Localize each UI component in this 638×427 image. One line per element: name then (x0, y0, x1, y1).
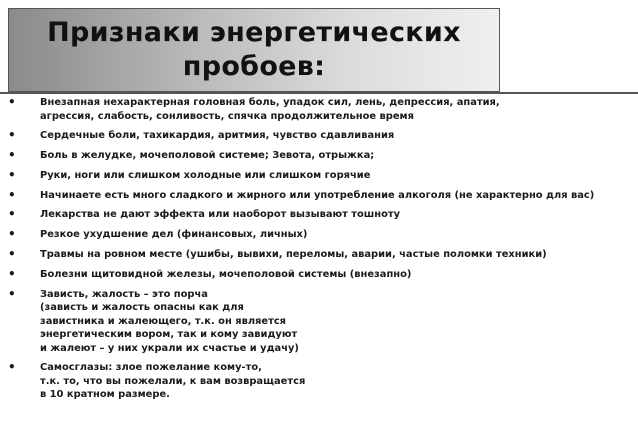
list-item (6, 208, 632, 222)
bullet-icon: • (8, 148, 16, 163)
list-item (6, 361, 632, 402)
list-item-line: Болезни щитовидной железы, мочеполовой системы (внезапно) (40, 268, 412, 280)
list-item-line: в 10 кратном размере. (40, 389, 170, 401)
list-item (6, 189, 632, 203)
list-item-line: Самосглазы: злое пожелание кому-то, (40, 362, 262, 374)
title-line-1: Признаки энергетических (47, 17, 461, 48)
bullet-icon: • (8, 286, 16, 301)
list-item (6, 169, 632, 183)
bullet-icon: • (8, 266, 16, 281)
slide-title (9, 16, 499, 84)
list-item (6, 149, 632, 163)
list-item-line: Зависть, жалость – это порча (40, 288, 208, 300)
bullet-icon: • (8, 227, 16, 242)
list-item (6, 228, 632, 242)
list-item-line: Резкое ухудшение дел (финансовых, личных) (40, 229, 308, 241)
list-item-line: завистника и жалеющего, т.к. он является (40, 315, 287, 327)
bullet-icon: • (8, 187, 16, 202)
list-item-line: Начинаете есть много сладкого и жирного или употребление алкоголя (не характерно для вас) (40, 189, 595, 201)
list-item-line: т.к. то, что вы пожелали, к вам возвращается (40, 375, 306, 387)
list-item (6, 129, 632, 143)
list-item-line: агрессия, слабость, сонливость, спячка продолжительное время (40, 110, 414, 122)
title-banner (8, 8, 500, 92)
bullet-icon: • (8, 207, 16, 222)
bullet-icon: • (8, 128, 16, 143)
list-item (6, 96, 632, 123)
list-item-line: (зависть и жалость опасны как для (40, 302, 244, 314)
symptom-list (6, 96, 632, 408)
list-item-line: Травмы на ровном месте (ушибы, вывихи, переломы, аварии, частые поломки техники) (40, 249, 547, 261)
list-item-line: энергетическим вором, так и кому завидуют (40, 329, 298, 341)
list-item-line: и жалеют – у них украли их счастье и удачу) (40, 342, 299, 354)
bullet-icon: • (8, 247, 16, 262)
list-item-line: Сердечные боли, тахикардия, аритмия, чувство сдавливания (40, 130, 395, 142)
list-item (6, 288, 632, 356)
title-divider (0, 92, 638, 94)
list-item-line: Руки, ноги или слишком холодные или слишком горячие (40, 169, 371, 181)
bullet-icon: • (8, 167, 16, 182)
list-item (6, 268, 632, 282)
bullet-icon: • (8, 95, 16, 109)
list-item-line: Боль в желудке, мочеполовой системе; Зевота, отрыжка; (40, 150, 375, 162)
title-line-2: пробоев: (182, 51, 326, 82)
list-item (6, 248, 632, 262)
bullet-icon: • (8, 360, 16, 375)
list-item-line: Внезапная нехарактерная головная боль, упадок сил, лень, депрессия, апатия, (40, 97, 500, 108)
list-item-line: Лекарства не дают эффекта или наоборот вызывают тошноту (40, 209, 401, 221)
